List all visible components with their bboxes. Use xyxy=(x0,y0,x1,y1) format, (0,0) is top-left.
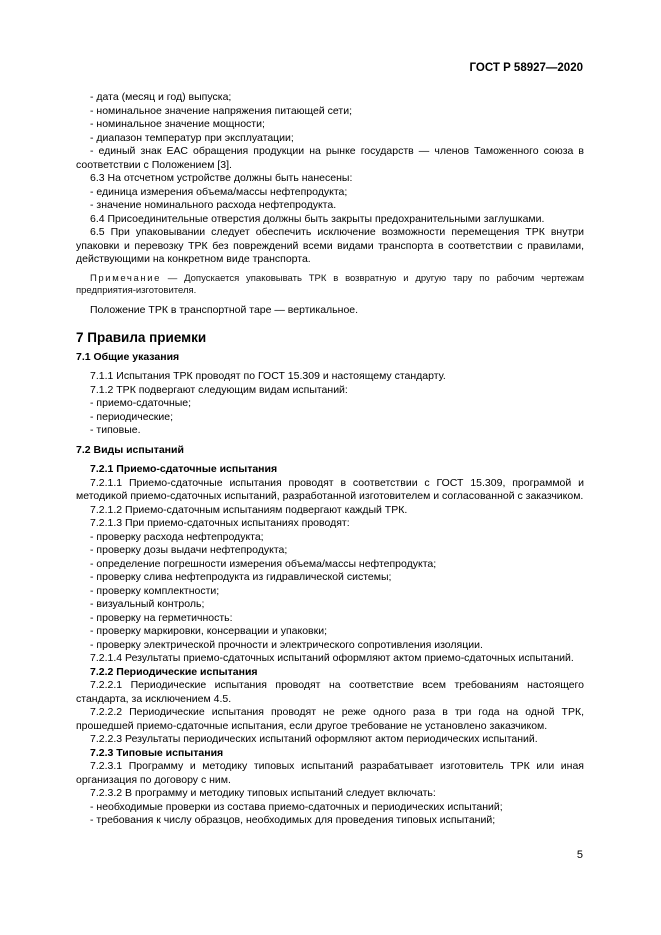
list-item: - значение номинального расхода нефтепродукта. xyxy=(90,199,337,211)
list-item: - номинальное значение напряжения питающей сети; xyxy=(90,104,353,117)
paragraph: 6.4 Присоединительные отверстия должны быть закрыты предохранительными заглушками. xyxy=(90,212,545,225)
list-item: - типовые. xyxy=(90,424,141,436)
note-text: — Допускается упаковывать ТРК в возвратную и другую тару по рабочим чертежам предприятия-изготовителя. xyxy=(76,272,584,296)
list-item: - визуальный контроль; xyxy=(90,598,205,610)
list-item: - единица измерения объема/массы нефтепродукта; xyxy=(90,185,348,198)
list-item: - диапазон температур при эксплуатации; xyxy=(90,131,294,144)
page-number: 5 xyxy=(576,849,583,861)
paragraph: 7.1.2 ТРК подвергают следующим видам испытаний: xyxy=(90,383,348,396)
list-item: - проверку слива нефтепродукта из гидравлической системы; xyxy=(90,571,392,583)
paragraph: 6.3 На отсчетном устройстве должны быть нанесены: xyxy=(90,172,353,184)
paragraph: 7.2.1.2 Приемо-сдаточным испытаниям подвергают каждый ТРК. xyxy=(90,503,408,516)
paragraph: Положение ТРК в транспортной таре — вертикальное. xyxy=(90,303,359,316)
paragraph: 7.1.1 Испытания ТРК проводят по ГОСТ 15.309 и настоящему стандарту. xyxy=(90,370,446,382)
subsection-heading: 7.1 Общие указания xyxy=(76,350,180,363)
list-item: - периодические; xyxy=(90,410,174,423)
subsection-heading: 7.2 Виды испытаний xyxy=(76,443,184,456)
list-item: - приемо-сдаточные; xyxy=(90,397,192,409)
list-item: - проверку электрической прочности и электрического сопротивления изоляции. xyxy=(90,638,483,651)
list-item: - дата (месяц и год) выпуска; xyxy=(90,91,232,103)
paragraph: 7.2.1.4 Результаты приемо-сдаточных испытаний оформляют актом приемо-сдаточных испытаний. xyxy=(90,652,574,664)
paragraph: 7.2.1.1 Приемо-сдаточные испытания проводят в соответствии с ГОСТ 15.309, программой и методикой приемо-сдаточных испытаний, разработанной изготовителем и согласованной с заказчиком. xyxy=(76,476,584,502)
note-label: Примечание xyxy=(90,272,161,284)
paragraph: 7.2.2.1 Периодические испытания проводят на соответствие всем требованиям настоящего стандарта, за исключением 4.5. xyxy=(76,679,584,705)
list-item: - проверку дозы выдачи нефтепродукта; xyxy=(90,544,288,556)
list-item: - проверку расхода нефтепродукта; xyxy=(90,530,264,543)
document-header: ГОСТ Р 58927—2020 xyxy=(469,62,583,74)
list-item: - единый знак ЕАС обращения продукции на рынке государств — членов Таможенного союза в соответствии с Положением [3]. xyxy=(76,145,584,171)
paragraph: 7.2.1.3 При приемо-сдаточных испытаниях проводят: xyxy=(90,517,350,529)
note xyxy=(76,273,584,298)
list-item: - проверку комплектности; xyxy=(90,584,220,597)
list-item: - проверку на герметичность: xyxy=(90,611,233,624)
list-item: - проверку маркировки, консервации и упаковки; xyxy=(90,625,328,637)
clause-heading: 7.2.3 Типовые испытания xyxy=(90,746,224,759)
paragraph: 7.2.2.3 Результаты периодических испытаний оформляют актом периодических испытаний. xyxy=(90,733,538,745)
paragraph: 7.2.2.2 Периодические испытания проводят не реже одного раза в три года на одной ТРК, прошедшей приемо-сдаточные испытания, если другое требование не установлено заказчиком. xyxy=(76,706,584,732)
list-item: - требования к числу образцов, необходимых для проведения типовых испытаний; xyxy=(90,814,496,826)
paragraph: 7.2.3.2 В программу и методику типовых испытаний следует включать: xyxy=(90,787,436,799)
document-body xyxy=(76,91,584,828)
list-item: - необходимые проверки из состава приемо-сдаточных и периодических испытаний; xyxy=(90,800,503,813)
list-item: - номинальное значение мощности; xyxy=(90,118,265,130)
clause-heading: 7.2.2 Периодические испытания xyxy=(90,665,258,678)
paragraph: 7.2.3.1 Программу и методику типовых испытаний разрабатывает изготовитель ТРК или иная организация по договору с ним. xyxy=(76,760,584,786)
clause-heading: 7.2.1 Приемо-сдаточные испытания xyxy=(90,463,278,475)
section-heading: 7 Правила приемки xyxy=(76,330,207,345)
paragraph: 6.5 При упаковывании следует обеспечить исключение возможности перемещения ТРК внутри упаковки и перевозку ТРК без повреждений всеми видами транспорта в соответствии с правилами, действующими на конкретном виде транспорта. xyxy=(76,226,584,265)
list-item: - определение погрешности измерения объема/массы нефтепродукта; xyxy=(90,557,437,570)
